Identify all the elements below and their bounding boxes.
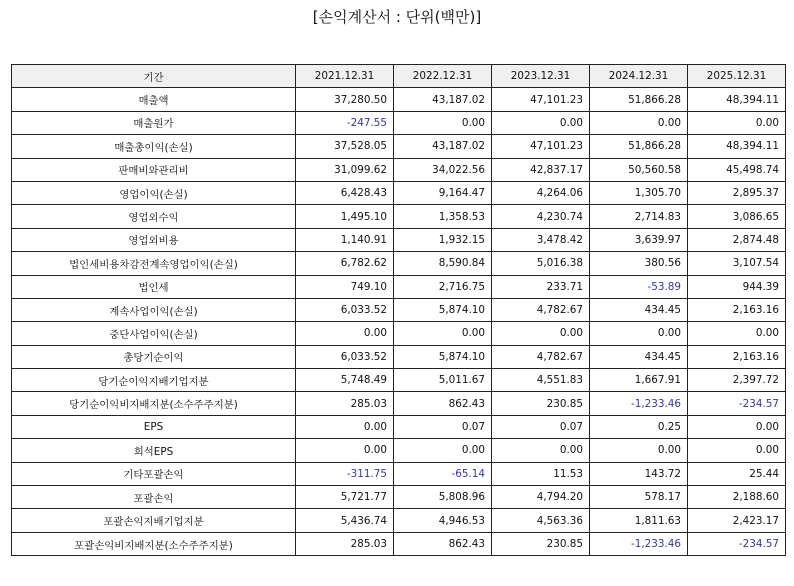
table-row (12, 369, 786, 392)
value-cell: 47,101.23 (492, 135, 590, 158)
row-label: 영업외수익 (12, 205, 296, 228)
table-row (12, 88, 786, 111)
value-cell: 1,667.91 (590, 369, 688, 392)
row-label: 판매비와관리비 (12, 158, 296, 181)
row-label: 매출액 (12, 88, 296, 111)
value-cell: 5,874.10 (394, 345, 492, 368)
value-cell: 3,639.97 (590, 228, 688, 251)
value-cell: 285.03 (296, 392, 394, 415)
value-cell: -1,233.46 (590, 392, 688, 415)
value-cell: 51,866.28 (590, 88, 688, 111)
value-cell: 34,022.56 (394, 158, 492, 181)
value-cell: 1,811.63 (590, 509, 688, 532)
table-row (12, 392, 786, 415)
value-cell: 2,874.48 (688, 228, 786, 251)
column-header-year: 2023.12.31 (492, 65, 590, 88)
value-cell: 42,837.17 (492, 158, 590, 181)
value-cell: 4,794.20 (492, 486, 590, 509)
value-cell: 5,748.49 (296, 369, 394, 392)
column-header-year: 2021.12.31 (296, 65, 394, 88)
value-cell: 0.00 (590, 439, 688, 462)
row-label: EPS (12, 415, 296, 438)
table-row (12, 158, 786, 181)
row-label: 영업이익(손실) (12, 181, 296, 204)
value-cell: 230.85 (492, 532, 590, 555)
row-label: 중단사업이익(손실) (12, 322, 296, 345)
value-cell: 380.56 (590, 252, 688, 275)
value-cell: 37,528.05 (296, 135, 394, 158)
value-cell: 48,394.11 (688, 135, 786, 158)
table-row (12, 205, 786, 228)
value-cell: 5,436.74 (296, 509, 394, 532)
value-cell: -1,233.46 (590, 532, 688, 555)
column-header-year: 2025.12.31 (688, 65, 786, 88)
row-label: 포괄손익비지배지분(소수주주지분) (12, 532, 296, 555)
header-row (12, 65, 786, 88)
value-cell: -311.75 (296, 462, 394, 485)
value-cell: 3,478.42 (492, 228, 590, 251)
value-cell: 3,107.54 (688, 252, 786, 275)
value-cell: 0.00 (296, 322, 394, 345)
row-label: 희석EPS (12, 439, 296, 462)
value-cell: 6,033.52 (296, 345, 394, 368)
value-cell: -234.57 (688, 532, 786, 555)
column-header-year: 2024.12.31 (590, 65, 688, 88)
value-cell: 47,101.23 (492, 88, 590, 111)
value-cell: -247.55 (296, 111, 394, 134)
value-cell: 285.03 (296, 532, 394, 555)
row-label: 매출총이익(손실) (12, 135, 296, 158)
table-row (12, 252, 786, 275)
value-cell: 0.00 (492, 322, 590, 345)
value-cell: 43,187.02 (394, 88, 492, 111)
row-label: 포괄손익 (12, 486, 296, 509)
income-statement-table (11, 64, 786, 556)
value-cell: 0.07 (492, 415, 590, 438)
value-cell: 6,428.43 (296, 181, 394, 204)
value-cell: -53.89 (590, 275, 688, 298)
row-label: 계속사업이익(손실) (12, 298, 296, 321)
value-cell: 3,086.65 (688, 205, 786, 228)
row-label: 당기순이익지배기업지분 (12, 369, 296, 392)
value-cell: 862.43 (394, 392, 492, 415)
value-cell: 9,164.47 (394, 181, 492, 204)
column-header-period: 기간 (12, 65, 296, 88)
value-cell: 0.00 (688, 439, 786, 462)
value-cell: 1,140.91 (296, 228, 394, 251)
value-cell: 0.00 (394, 322, 492, 345)
value-cell: 11.53 (492, 462, 590, 485)
value-cell: 4,230.74 (492, 205, 590, 228)
value-cell: 0.00 (688, 322, 786, 345)
value-cell: 4,782.67 (492, 298, 590, 321)
table-row (12, 486, 786, 509)
row-label: 법인세 (12, 275, 296, 298)
value-cell: 5,874.10 (394, 298, 492, 321)
value-cell: 434.45 (590, 298, 688, 321)
value-cell: 0.00 (688, 415, 786, 438)
value-cell: 5,011.67 (394, 369, 492, 392)
value-cell: 944.39 (688, 275, 786, 298)
table-body (12, 88, 786, 556)
value-cell: 2,716.75 (394, 275, 492, 298)
table-row (12, 135, 786, 158)
row-label: 매출원가 (12, 111, 296, 134)
value-cell: 2,188.60 (688, 486, 786, 509)
table-row (12, 439, 786, 462)
value-cell: 2,423.17 (688, 509, 786, 532)
value-cell: 578.17 (590, 486, 688, 509)
value-cell: 4,264.06 (492, 181, 590, 204)
value-cell: 4,782.67 (492, 345, 590, 368)
value-cell: 2,714.83 (590, 205, 688, 228)
value-cell: 0.00 (590, 111, 688, 134)
value-cell: 2,397.72 (688, 369, 786, 392)
table-row (12, 415, 786, 438)
value-cell: 233.71 (492, 275, 590, 298)
value-cell: 4,563.36 (492, 509, 590, 532)
value-cell: 749.10 (296, 275, 394, 298)
table-row (12, 275, 786, 298)
value-cell: 6,782.62 (296, 252, 394, 275)
value-cell: 0.07 (394, 415, 492, 438)
column-header-year: 2022.12.31 (394, 65, 492, 88)
table-row (12, 228, 786, 251)
value-cell: 51,866.28 (590, 135, 688, 158)
value-cell: 4,946.53 (394, 509, 492, 532)
value-cell: 45,498.74 (688, 158, 786, 181)
table-row (12, 509, 786, 532)
row-label: 포괄손익지배기업지분 (12, 509, 296, 532)
value-cell: -65.14 (394, 462, 492, 485)
value-cell: 143.72 (590, 462, 688, 485)
row-label: 법인세비용차감전계속영업이익(손실) (12, 252, 296, 275)
table-row (12, 532, 786, 555)
value-cell: 0.00 (394, 111, 492, 134)
value-cell: 5,016.38 (492, 252, 590, 275)
row-label: 기타포괄손익 (12, 462, 296, 485)
table-row (12, 298, 786, 321)
row-label: 총당기순이익 (12, 345, 296, 368)
value-cell: 50,560.58 (590, 158, 688, 181)
value-cell: 2,163.16 (688, 298, 786, 321)
value-cell: 6,033.52 (296, 298, 394, 321)
value-cell: 1,358.53 (394, 205, 492, 228)
value-cell: 8,590.84 (394, 252, 492, 275)
value-cell: 1,305.70 (590, 181, 688, 204)
value-cell: 230.85 (492, 392, 590, 415)
value-cell: 2,895.37 (688, 181, 786, 204)
value-cell: 0.00 (492, 439, 590, 462)
value-cell: 48,394.11 (688, 88, 786, 111)
value-cell: 2,163.16 (688, 345, 786, 368)
table-row (12, 462, 786, 485)
value-cell: 31,099.62 (296, 158, 394, 181)
table-row (12, 181, 786, 204)
value-cell: 0.00 (296, 415, 394, 438)
value-cell: 862.43 (394, 532, 492, 555)
value-cell: 0.00 (492, 111, 590, 134)
value-cell: 5,808.96 (394, 486, 492, 509)
value-cell: 1,932.15 (394, 228, 492, 251)
value-cell: 5,721.77 (296, 486, 394, 509)
value-cell: 0.25 (590, 415, 688, 438)
table-row (12, 322, 786, 345)
value-cell: 434.45 (590, 345, 688, 368)
value-cell: 37,280.50 (296, 88, 394, 111)
page-title: [손익계산서 : 단위(백만)] (312, 8, 482, 26)
row-label: 당기순이익비지배지분(소수주주지분) (12, 392, 296, 415)
value-cell: 4,551.83 (492, 369, 590, 392)
value-cell: 0.00 (688, 111, 786, 134)
value-cell: 0.00 (394, 439, 492, 462)
value-cell: 1,495.10 (296, 205, 394, 228)
value-cell: 0.00 (590, 322, 688, 345)
value-cell: 43,187.02 (394, 135, 492, 158)
value-cell: -234.57 (688, 392, 786, 415)
value-cell: 25.44 (688, 462, 786, 485)
value-cell: 0.00 (296, 439, 394, 462)
table-row (12, 111, 786, 134)
row-label: 영업외비용 (12, 228, 296, 251)
table-row (12, 345, 786, 368)
